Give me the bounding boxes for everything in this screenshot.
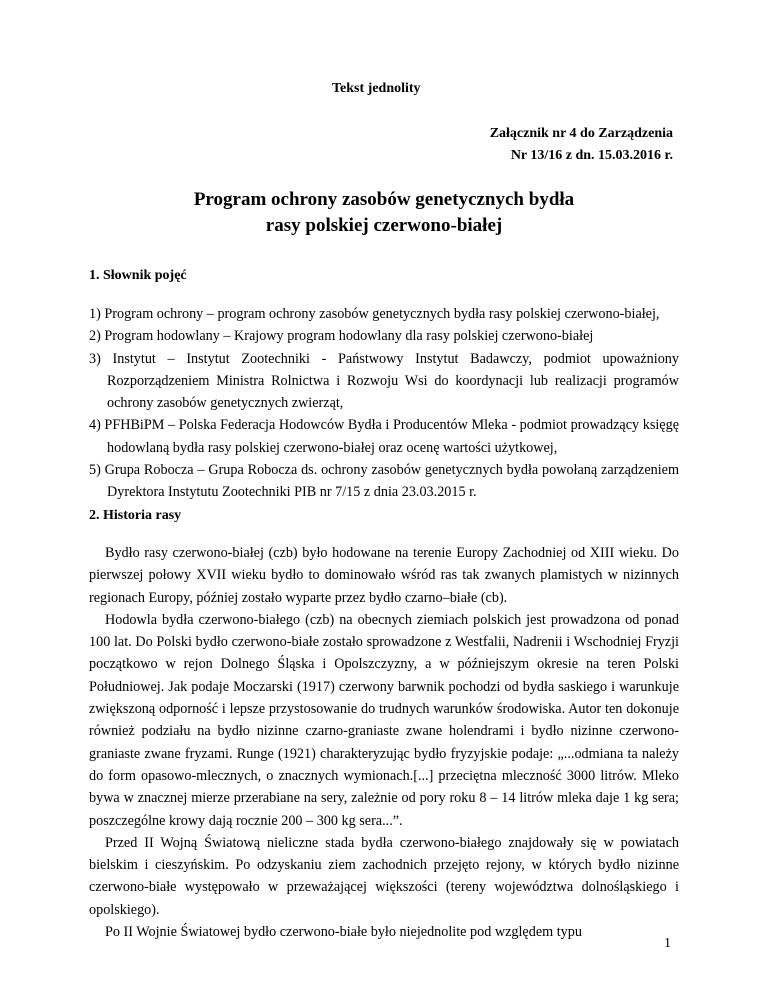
list-item: 3) Instytut – Instytut Zootechniki - Państwowy Instytut Badawczy, podmiot upoważniony Rozporządzeniem Ministra Rolnictwa i Rozwoju Wsi do koordynacji lub realizacji programów ochrony zasobów genetycznych zwierząt, bbox=[89, 350, 679, 412]
paragraph: Bydło rasy czerwono-białej (czb) było hodowane na terenie Europy Zachodniej od XIII wieku. Do pierwszej połowy XVII wieku bydło to dominowało wśród ras tak zwanych plamistych w nizinnych regionach Europy, później zostało wyparte przez bydło czarno–białe (cb). bbox=[89, 545, 679, 606]
list-item: 5) Grupa Robocza – Grupa Robocza ds. ochrony zasobów genetycznych bydła powołaną zarządzeniem Dyrektora Instytutu Zootechniki PIB nr 7/15 z dnia 23.03.2015 r. bbox=[89, 462, 679, 501]
history-text bbox=[89, 542, 679, 943]
paragraph: Po II Wojnie Światowej bydło czerwono-białe było niejednolite pod względem typu bbox=[105, 924, 582, 941]
title-line-1: Program ochrony zasobów genetycznych bydła bbox=[193, 189, 575, 210]
document-title bbox=[0, 187, 768, 239]
text-status-label: Tekst jednolity bbox=[332, 81, 421, 96]
paragraph: Hodowla bydła czerwono-białego (czb) na obecnych ziemiach polskich jest prowadzona od ponad 100 lat. Do Polski bydło czerwono-białe zostało sprowadzone z Westfalii, Nadrenii i Wschodniej Fryzji początkowo w rejon Dolnego Śląska i Opolszczyzny, a w późniejszym okresie na teren Polski Południowej. Jak podaje Moczarski (1917) czerwony barwnik pochodzi od bydła saskiego i warunkuje zwiększoną odporność i lepsze przystosowanie do trudnych warunków środowiska. Autor ten dokonuje również podziału na bydło nizinne czarno-graniaste zwane holendrami i bydło nizinne czerwono-graniaste zwane fryzami. Runge (1921) charakteryzując bydło fryzyjskie podaje: „...odmiana ta należy do form opasowo-mlecznych, o znacznych wymionach.[...] przeciętna mleczność 3000 litrów. Mleko bywa w znacznej mierze przerabiane na sery, zależnie od pory roku 8 – 14 litrów mleka daje 1 kg sera; poszczególne krowy dają rocznie 200 – 300 kg sera...”. bbox=[89, 611, 679, 829]
section-1-heading: 1. Słownik pojęć bbox=[89, 268, 187, 283]
paragraph: Przed II Wojną Światową nieliczne stada bydła czerwono-białego znajdowały się w powiatach bielskim i cieszyńskim. Po odzyskaniu ziem zachodnich przejęto rejony, w których bydło nizinne czerwono-białe występowało w przeważającej większości (tereny województwa dolnośląskiego i opolskiego). bbox=[89, 834, 679, 918]
attachment-line-1: Załącznik nr 4 do Zarządzenia bbox=[489, 126, 673, 141]
title-line-2: rasy polskiej czerwono-białej bbox=[265, 215, 503, 236]
list-item: 1) Program ochrony – program ochrony zasobów genetycznych bydła rasy polskiej czerwono-białej, bbox=[89, 306, 660, 322]
page-number: 1 bbox=[664, 936, 671, 951]
list-item: 4) PFHBiPM – Polska Federacja Hodowców Bydła i Producentów Mleka - podmiot prowadzący księgę hodowlaną bydła rasy polskiej czerwono-białej oraz ocenę wartości użytkowej, bbox=[89, 417, 679, 456]
attachment-line-2: Nr 13/16 z dn. 15.03.2016 r. bbox=[510, 148, 673, 163]
glossary-list bbox=[89, 303, 679, 504]
list-item: 2) Program hodowlany – Krajowy program hodowlany dla rasy polskiej czerwono-białej bbox=[89, 328, 594, 345]
section-2-heading: 2. Historia rasy bbox=[89, 508, 182, 523]
